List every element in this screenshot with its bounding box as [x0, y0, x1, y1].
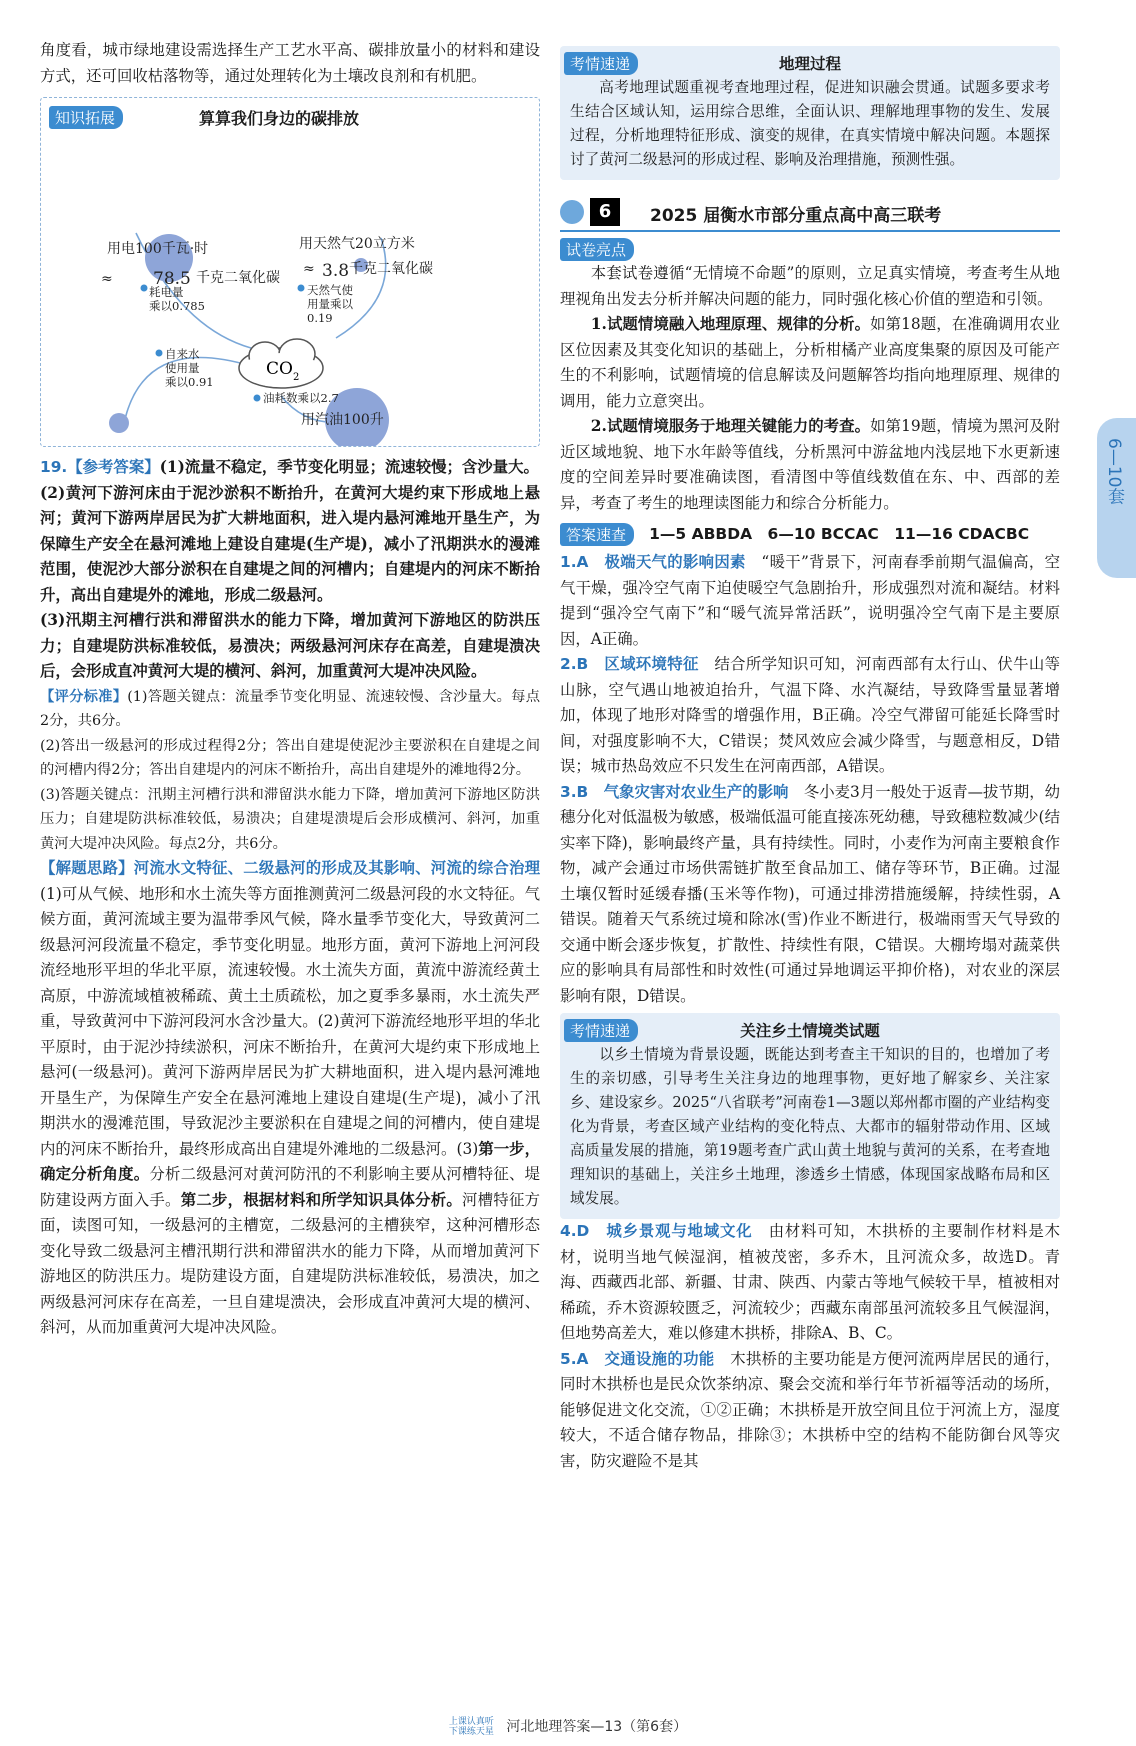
answer-1: 1.A 极端天气的影响因素 “暖干”背景下，河南春季前期气温偏高，空气干燥，强冷空气南下迫使暖空气急剧抬升，形成强烈对流和凝结。材料提到“强冷空气南下”和“暖气流异常活跃”，说明强冷空气南下是主要原因，A正确。 — [560, 553, 1060, 648]
svg-text:耗电量: 耗电量 — [149, 285, 184, 299]
section-number: 6 — [590, 198, 620, 226]
answer-2: 2.B 区域环境特征 结合所学知识可知，河南西部有太行山、伏牛山等山脉，空气遇山地被迫抬升，气温下降、水汽凝结，导致降雪量显著增加，体现了地形对降雪的增强作用，B正确。冷空气滞留可能延长降雪时间，对强度影响不大，C错误；焚风效应会减少降雪，与题意相反，D错误；城市热岛效应不只发生在河南西部，A错误。 — [560, 655, 1060, 775]
svg-text:2: 2 — [293, 372, 300, 383]
section-title: 2025 届衡水市部分重点高中高三联考 — [650, 206, 942, 226]
left-column — [40, 38, 540, 1341]
electric-label: 用电100千瓦·时 — [107, 241, 209, 257]
right-column — [560, 46, 1060, 1474]
answer-4: 4.D 城乡景观与地域文化 由材料可知，木拱桥的主要制作材料是木材，说明当地气候湿润，植被茂密，多乔木，且河流众多，故选D。青海、西藏西北部、新疆、甘肃、陕西、内蒙古等地气候较干旱，植被相对稀疏，乔木资源较匮乏，河流较少；西藏东南部虽河流较多且气候湿润，但地势高差大，难以修建木拱桥，排除A、B、C。 — [560, 1222, 1060, 1342]
exam-info-body: 高考地理试题重视考查地理过程，促进知识融会贯通。试题多要求考生结合区域认知，运用综合思维，全面认识、理解地理事物的发生、发展过程，分析地理特征形成、演变的规律，在真实情境中解决问题。本题探讨了黄河二级悬河的形成过程、影响及治理措施，预测性强。 — [570, 79, 1050, 168]
side-tab: 6—10套 — [1097, 418, 1136, 578]
gas-value: 3.8 — [322, 261, 350, 281]
svg-text:≈: ≈ — [101, 271, 113, 287]
highlight-p2: 1.试题情境融入地理原理、规律的分析。如第18题，在准确调用农业区位因素及其变化知识的基础上，分析柑橘产业高度集聚的原因及可能产生的不利影响，试题情境的信息解读及问题解答均指向地理原理、规律的调用，能力立意突出。 — [560, 315, 1060, 410]
svg-text:天然气使: 天然气使 — [307, 283, 353, 297]
q19-answer-2: (2)黄河下游河床由于泥沙淤积不断抬升，在黄河大堤约束下形成地上悬河；黄河下游两岸居民为扩大耕地面积，进入堤内悬河滩地开垦生产，为保障生产安全在悬河滩地上建设自建堤(生产堤)，减小了汛期洪水的漫滩范围，使泥沙大部分淤积在自建堤之间的河槽内；自建堤内的河床不断抬升，高出自建堤外的滩地，形成二级悬河。 — [40, 483, 540, 604]
exam-info-box-1 — [560, 46, 1060, 180]
answers-list: 1—5 ABBDA 6—10 BCCAC 11—16 CDACBC — [649, 525, 1030, 543]
exam-info-tag: 考情速递 — [564, 52, 638, 75]
answers-tag: 答案速查 — [560, 523, 634, 546]
svg-text:油耗数乘以2.7: 油耗数乘以2.7 — [263, 391, 339, 405]
highlight-p3: 2.试题情境服务于地理关键能力的考查。如第19题，情境为黑河及附近区域地貌、地下水年龄等值线，分析黑河中游盆地内浅层地下水更新速度的空间差异时要准确读图，看清图中等值线数值在东、中、西部的差异，考查了考生的地理读图能力和综合分析能力。 — [560, 417, 1060, 512]
exam-info-tag-2: 考情速递 — [564, 1019, 638, 1042]
highlight-tag: 试卷亮点 — [560, 238, 634, 261]
water-bubble — [109, 413, 129, 433]
answer-3: 3.B 气象灾害对农业生产的影响 冬小麦3月一般处于返青—拔节期，幼穗分化对低温极为敏感，极端低温可能直接冻死幼穗，导致穗粒数减少(结实率下降)，影响最终产量，具有持续性。同时，小麦作为河南主要粮食作物，减产会通过市场供需链扩散至食品加工、储存等环节，B正确。过湿土壤仅暂时延缓春播(玉米等作物)，可通过排涝措施缓解，持续性弱，A错误。随着天气系统过境和除冰(雪)作业不断进行，极端雨雪天气导致的交通中断会逐步恢复，扩散性、持续性有限，C错误。大棚垮塌对蔬菜供应的影响具有局部性和时效性(可通过异地调运平抑价格)，对农业的深层影响有限，D错误。 — [560, 782, 1060, 1005]
solution-thinking: 【解题思路】河流水文特征、二级悬河的形成及其影响、河流的综合治理 (1)可从气候、地形和水土流失等方面推测黄河二级悬河段的水文特征。气候方面，黄河流域主要为温带季风气候，降水量季节变化大，导致黄河二级悬河河段流量不稳定，季节变化明显。地形方面，黄河下游地上河河段流经地形平坦的华北平原，流速较慢。水土流失方面，黄流中游流经黄土高原，中游流域植被稀疏、黄土土质疏松，加之夏季多暴雨，水土流失严重，导致黄河中下游河段河水含沙量大。(2)黄河下游流经地形平坦的华北平原时，由于泥沙持续淤积，河床不断抬升，在黄河大堤约束下形成地上悬河(一级悬河)。黄河下游两岸居民为扩大耕地面积，进入堤内悬河滩地开垦生产，为保障生产安全在悬河滩地上建设自建堤(生产堤)，减小了汛期洪水的漫滩范围，导致泥沙主要淤积在自建堤之间的河槽内，使自建堤内的河床不断抬升，最终形成高出自建堤外滩地的二级悬河。(3)第一步，确定分析角度。分析二级悬河对黄河防汛的不利影响主要从河槽特征、堤防建设两方面入手。第二步，根据材料和所学知识具体分析。河槽特征方面，读图可知，一级悬河的主槽宽，二级悬河的主槽狭窄，这种河槽形态变化导致二级悬河主槽汛期行洪和滞留洪水的能力下降，从而增加黄河下游地区的防洪压力。堤防建设方面，自建堤防洪标准较低，易溃决，加之两级悬河河床存在高差，一旦自建堤溃决，会形成直冲黄河大堤的横河、斜河，从而加重黄河大堤冲决风险。 — [40, 859, 540, 1336]
scoring-standard: 【评分标准】(1)答题关键点：流量季节变化明显、流速较慢、含沙量大。每点2分，共6分。 — [40, 688, 541, 729]
scoring-2: (2)答出一级悬河的形成过程得2分；答出自建堤使泥沙主要淤积在自建堤之间的河槽内得2分；答出自建堤内的河床不断抬升，高出自建堤外的滩地得2分。 — [40, 737, 540, 778]
svg-text:自来水: 自来水 — [165, 347, 200, 361]
q19-answer: 19.【参考答案】(1)流量不稳定，季节变化明显；流速较慢；含沙量大。 — [40, 458, 539, 476]
section-badge-icon — [560, 200, 584, 224]
footer-logo: 上课认真听 下课练天星 — [448, 1717, 494, 1737]
exam-info-title-2: 关注乡土情境类试题 — [740, 1022, 880, 1040]
page-footer — [0, 1716, 1136, 1737]
svg-text:用量乘以: 用量乘以 — [307, 297, 353, 311]
exam-info-body-2: 以乡土情境为背景设题，既能达到考查主干知识的目的，也增加了考生的亲切感，引导考生关注身边的地理事物，更好地了解家乡、关注家乡、建设家乡。2025“八省联考”河南卷1—3题以郑州都市圈的产业结构变化为背景，考查区域产业结构的变化特点、大都市的辐射带动作用、区域高质量发展的措施，第19题考查广武山黄土地貌与黄河的关系，在考查地理知识的基础上，关注乡土地理，渗透乡土情感，体现国家战略布局和区域发展。 — [570, 1046, 1050, 1207]
intro-paragraph: 角度看，城市绿地建设需选择生产工艺水平高、碳排放量小的材料和建设方式，还可回收枯落物等，通过处理转化为土壤改良剂和有机肥。 — [40, 41, 540, 85]
exam-info-title: 地理过程 — [778, 55, 841, 73]
answer-5: 5.A 交通设施的功能 木拱桥的主要功能是方便河流两岸居民的通行，同时木拱桥也是民众饮茶纳凉、聚会交流和举行年节祈福等活动的场所，能够促进文化交流，①②正确；木拱桥是开放空间且位于河流上方，湿度较大，不适合储存物品，排除③；木拱桥中空的结构不能防御台风等灾害，防灾避险不是其 — [560, 1349, 1060, 1470]
knowledge-box — [40, 97, 540, 447]
petrol-label: 用汽油100升 — [301, 412, 384, 428]
electric-value: 78.5 — [153, 269, 191, 289]
svg-text:乘以0.91: 乘以0.91 — [165, 375, 214, 389]
svg-text:≈: ≈ — [303, 261, 315, 277]
svg-text:千克二氧化碳: 千克二氧化碳 — [349, 261, 433, 277]
knowledge-title: 算算我们身边的碳排放 — [199, 109, 360, 128]
carbon-diagram — [41, 98, 541, 446]
answer-quick-check — [560, 522, 1060, 550]
q19-answer-3: (3)汛期主河槽行洪和滞留洪水的能力下降，增加黄河下游地区的防洪压力；自建堤防洪标准较低，易溃决；两级悬河河床存在高差，自建堤溃决后，会形成直冲黄河大堤的横河、斜河，加重黄河大堤冲决风险。 — [40, 611, 540, 680]
co2-label: CO — [266, 359, 293, 379]
svg-text:0.19: 0.19 — [307, 311, 333, 325]
svg-text:乘以0.785: 乘以0.785 — [149, 299, 205, 313]
section-header — [560, 194, 1060, 232]
highlight-p1: 本套试卷遵循“无情境不命题”的原则，立足真实情境，考查考生从地理视角出发去分析并解决问题的能力，同时强化核心价值的塑造和引领。 — [560, 264, 1060, 308]
gas-label: 用天然气20立方米 — [299, 236, 415, 252]
knowledge-tag: 知识拓展 — [49, 106, 123, 129]
svg-text:使用量: 使用量 — [165, 361, 200, 375]
exam-info-box-2 — [560, 1013, 1060, 1219]
svg-text:千克二氧化碳: 千克二氧化碳 — [196, 270, 280, 286]
scoring-3: (3)答题关键点：汛期主河槽行洪和滞留洪水能力下降，增加黄河下游地区防洪压力；自建堤防洪标准较低，易溃决；自建堤溃堤后会形成横河、斜河，加重黄河大堤冲决风险。每点2分，共6分。 — [40, 786, 540, 852]
footer-text: 河北地理答案—13（第6套） — [506, 1719, 688, 1735]
